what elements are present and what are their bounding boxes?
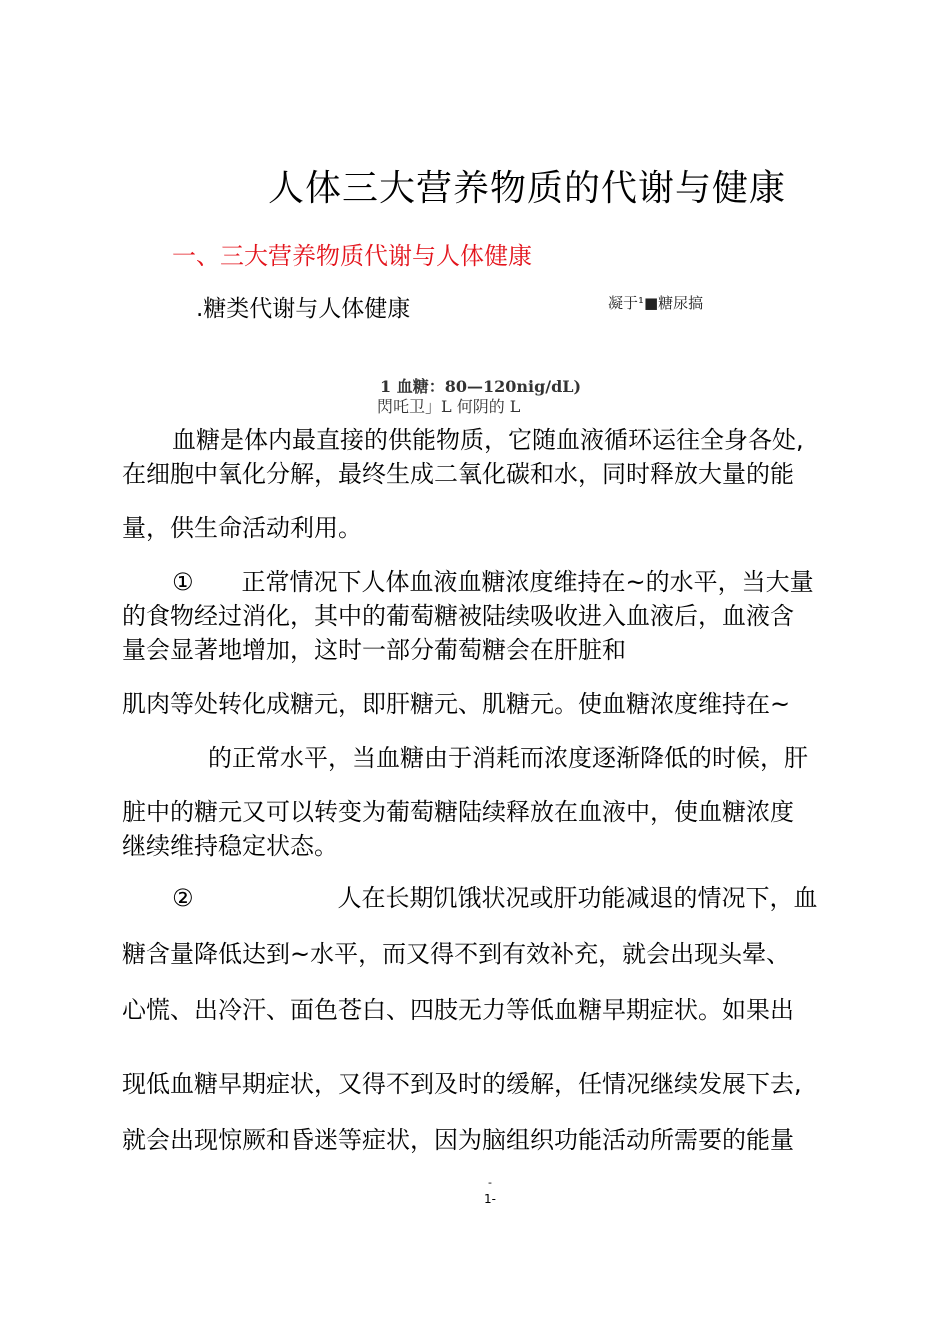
inline-note-blood-sugar: 1 血糖：80—120nig/dL) bbox=[380, 377, 582, 396]
body-line: 糖含量降低达到~水平，而又得不到有效补充，就会出现头晕、 bbox=[122, 940, 791, 968]
page-number: 1- bbox=[484, 1192, 496, 1206]
body-line: 的正常水平，当血糖由于消耗而浓度逐渐降低的时候，肝 bbox=[208, 744, 808, 772]
body-line: 的食物经过消化，其中的葡萄糖被陆续吸收进入血液后，血液含 bbox=[122, 602, 794, 630]
footer-dash: - bbox=[488, 1176, 492, 1189]
body-line: 现低血糖早期症状，又得不到及时的缓解，任情况继续发展下去, bbox=[122, 1070, 802, 1098]
body-line: ② 人在长期饥饿状况或肝功能减退的情况下，血 bbox=[172, 884, 818, 912]
inline-note-garbled: 閃吒卫」L 何阴的 L bbox=[377, 397, 521, 416]
document-title: 人体三大营养物质的代谢与健康 bbox=[268, 168, 787, 209]
section-heading: 一、三大营养物质代谢与人体健康 bbox=[172, 242, 532, 270]
subsection-heading: .糖类代谢与人体健康 bbox=[196, 296, 411, 322]
body-line: 量，供生命活动利用。 bbox=[122, 514, 362, 542]
body-line: 就会出现惊厥和昏迷等症状，因为脑组织功能活动所需要的能量 bbox=[122, 1126, 794, 1154]
body-line: 在细胞中氧化分解，最终生成二氧化碳和水，同时释放大量的能 bbox=[122, 460, 794, 488]
body-line: ① 正常情况下人体血液血糖浓度维持在~的水平，当大量 bbox=[172, 568, 814, 596]
body-line: 肌肉等处转化成糖元，即肝糖元、肌糖元。使血糖浓度维持在~ bbox=[122, 690, 791, 718]
body-line: 心慌、出冷汗、面色苍白、四肢无力等低血糖早期症状。如果出 bbox=[122, 996, 794, 1024]
side-note: 凝于¹■糖尿搞 bbox=[608, 294, 704, 312]
body-line: 继续维持稳定状态。 bbox=[122, 832, 338, 860]
body-line: 量会显著地增加，这时一部分葡萄糖会在肝脏和 bbox=[122, 636, 626, 664]
body-line: 脏中的糖元又可以转变为葡萄糖陆续释放在血液中，使血糖浓度 bbox=[122, 798, 794, 826]
body-line: 血糖是体内最直接的供能物质，它随血液循环运往全身各处, bbox=[172, 426, 804, 454]
